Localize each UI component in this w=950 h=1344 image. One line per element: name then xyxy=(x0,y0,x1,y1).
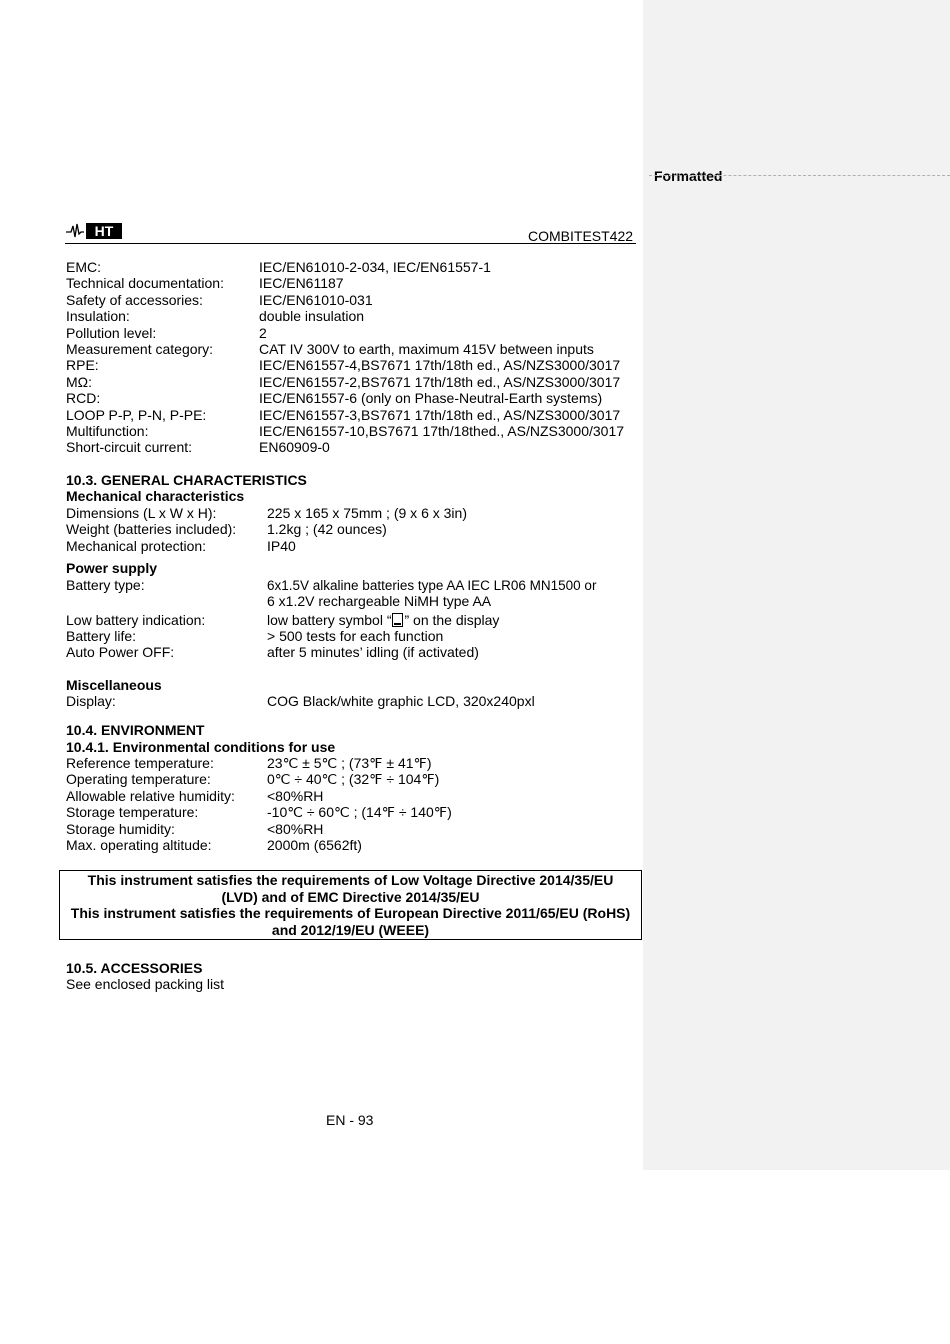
comment-connector-line xyxy=(649,175,950,176)
row-key: Mechanical protection: xyxy=(66,537,207,554)
row-key: Multifunction: xyxy=(66,423,149,439)
row-key: Display: xyxy=(66,693,116,709)
mechanical-heading: Mechanical characteristics xyxy=(66,488,245,504)
row-key: Weight (batteries included): xyxy=(66,521,237,538)
row-value: > 500 tests for each function xyxy=(267,628,444,644)
row-key: Dimensions (L x W x H): xyxy=(66,505,217,521)
row-value: after 5 minutes’ idling (if activated) xyxy=(267,644,479,661)
header-divider xyxy=(65,243,636,244)
row-value: 1.2kg ; (42 ounces) xyxy=(267,521,387,538)
row-key: Short-circuit current: xyxy=(66,439,193,456)
row-key: Storage temperature: xyxy=(66,804,199,821)
compliance-notice: This instrument satisfies the requirements of Low Voltage Directive 2014/35/EU (LVD) and of EMC Directive 2014/35/EU This instrument satisfies the requirements of European Directive 2011/65/EU (RoHS) and 2012/19/EU (WEEE) xyxy=(59,870,642,940)
row-value: -10℃ ÷ 60℃ ; (14℉ ÷ 140℉) xyxy=(267,804,452,821)
miscellaneous-heading: Miscellaneous xyxy=(66,677,162,693)
model-name: COMBITEST422 xyxy=(528,228,634,244)
row-key: RPE: xyxy=(66,357,99,374)
row-key: Reference temperature: xyxy=(66,755,214,771)
row-value: 225 x 165 x 75mm ; (9 x 6 x 3in) xyxy=(267,505,467,521)
environment-heading: 10.4. ENVIRONMENT xyxy=(66,722,205,738)
row-key: Safety of accessories: xyxy=(66,291,203,308)
row-key: Storage humidity: xyxy=(66,820,175,837)
row-key: Operating temperature: xyxy=(66,771,211,788)
row-key: Auto Power OFF: xyxy=(66,644,175,661)
row-value: low battery symbol “ ” on the display xyxy=(267,612,500,628)
row-value: IEC/EN61010-031 xyxy=(259,291,373,308)
row-key: Pollution level: xyxy=(66,324,157,341)
accessories-text: See enclosed packing list xyxy=(66,976,224,992)
row-value: <80%RH xyxy=(267,787,324,804)
page-number: EN - 93 xyxy=(326,1112,374,1128)
row-value: IEC/EN61187 xyxy=(259,275,344,292)
ht-logo xyxy=(66,222,124,240)
row-value: IEC/EN61557-4,BS7671 17th/18th ed., AS/NZS3000/3017 xyxy=(259,357,621,374)
environment-subheading: 10.4.1. Environmental conditions for use xyxy=(66,739,336,755)
row-value: IEC/EN61557-2,BS7671 17th/18th ed., AS/NZS3000/3017 xyxy=(259,373,621,390)
row-value: 0℃ ÷ 40℃ ; (32℉ ÷ 104℉) xyxy=(267,771,440,788)
formatted-label: Formatted xyxy=(654,168,723,184)
row-key: Measurement category: xyxy=(66,341,214,357)
row-value: 6x1.5V alkaline batteries type AA IEC LR06 MN1500 or xyxy=(267,578,597,593)
row-key: Low battery indication: xyxy=(66,612,206,628)
row-key: RCD: xyxy=(66,390,101,407)
row-key: LOOP P-P, P-N, P-PE: xyxy=(66,406,207,423)
row-value: EN60909-0 xyxy=(259,439,330,456)
row-value: CAT IV 300V to earth, maximum 415V between inputs xyxy=(259,341,594,357)
row-value: COG Black/white graphic LCD, 320x240pxl xyxy=(267,693,535,709)
row-key: Allowable relative humidity: xyxy=(66,787,235,804)
row-value: 2 xyxy=(259,324,267,341)
row-value: IEC/EN61557-3,BS7671 17th/18th ed., AS/NZS3000/3017 xyxy=(259,406,621,423)
accessories-heading: 10.5. ACCESSORIES xyxy=(66,960,203,976)
row-value: IP40 xyxy=(267,537,296,554)
row-key: Battery life: xyxy=(66,628,137,644)
row-value: <80%RH xyxy=(267,820,324,837)
row-value: double insulation xyxy=(259,308,365,325)
row-key: EMC: xyxy=(66,259,101,275)
row-key: MΩ: xyxy=(66,373,93,390)
power-supply-heading: Power supply xyxy=(66,560,158,576)
row-key: Insulation: xyxy=(66,308,130,325)
row-value: IEC/EN61010-2-034, IEC/EN61557-1 xyxy=(259,259,491,275)
row-key: Max. operating altitude: xyxy=(66,837,212,853)
row-value: 6 x1.2V rechargeable NiMH type AA xyxy=(267,593,492,609)
svg-text:HT: HT xyxy=(94,223,114,239)
row-value: IEC/EN61557-10,BS7671 17th/18thed., AS/NZS3000/3017 xyxy=(259,423,625,439)
row-value: IEC/EN61557-6 (only on Phase-Neutral-Earth systems) xyxy=(259,390,603,407)
battery-low-icon xyxy=(392,613,403,627)
row-key: Technical documentation: xyxy=(66,275,224,292)
row-value: 23℃ ± 5℃ ; (73℉ ± 41℉) xyxy=(267,755,432,771)
general-characteristics-heading: 10.3. GENERAL CHARACTERISTICS xyxy=(66,472,307,488)
row-key: Battery type: xyxy=(66,577,145,593)
row-value: 2000m (6562ft) xyxy=(267,837,362,853)
